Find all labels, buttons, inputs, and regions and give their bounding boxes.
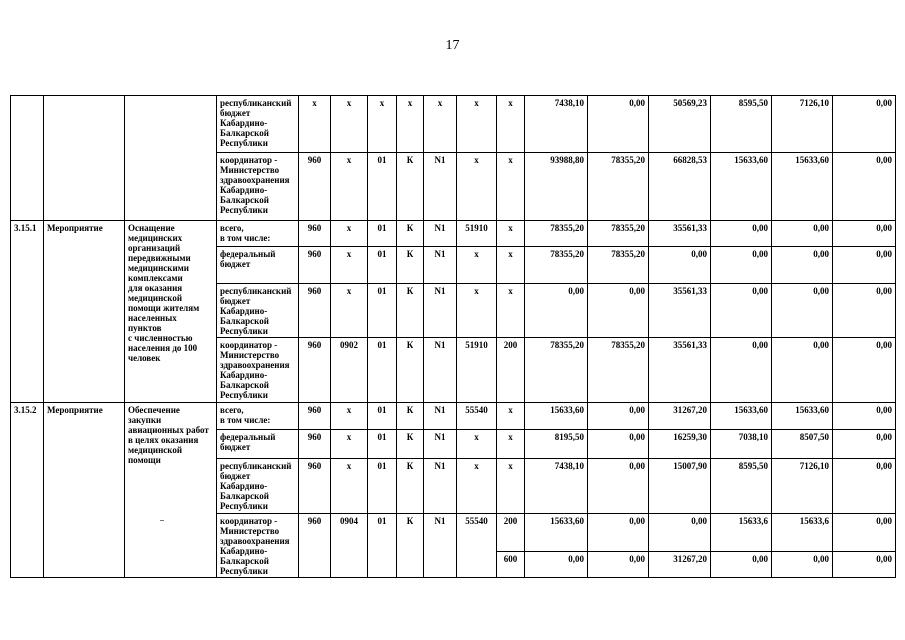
amount-cell: 7438,10 xyxy=(525,96,588,153)
pgp-cell: К xyxy=(397,284,424,338)
pgp-cell: К xyxy=(397,153,424,221)
amount-cell: 0,00 xyxy=(649,514,711,552)
amount-cell: 8595,50 xyxy=(711,459,772,514)
amount-cell: 50569,23 xyxy=(649,96,711,153)
rzpr-cell: x xyxy=(331,153,368,221)
amount-cell: 35561,33 xyxy=(649,221,711,247)
pgp-cell: К xyxy=(397,459,424,514)
budget-table xyxy=(10,95,896,578)
item-number-cell: 3.15.1 xyxy=(11,221,44,403)
table-row xyxy=(11,96,896,153)
gp-cell: 01 xyxy=(368,459,397,514)
amount-cell: 15633,60 xyxy=(711,153,772,221)
amount-cell: 7126,10 xyxy=(772,96,833,153)
amount-cell: 35561,33 xyxy=(649,338,711,403)
funding-source-cell: координатор - Министерство здравоохранения Кабардино- Балкарской Республики xyxy=(217,153,299,221)
item-type-cell: Мероприятие xyxy=(44,403,125,578)
gp-cell: 01 xyxy=(368,221,397,247)
vr-cell: x xyxy=(497,96,525,153)
cs-cell: x xyxy=(457,284,497,338)
cs-cell: 55540 xyxy=(457,403,497,430)
amount-cell: 0,00 xyxy=(833,514,896,552)
amount-cell: 0,00 xyxy=(711,552,772,578)
om-cell: N1 xyxy=(424,403,457,430)
amount-cell: 0,00 xyxy=(649,247,711,284)
amount-cell: 15633,60 xyxy=(772,403,833,430)
item-name-cell: Оснащение медицинских организаций передвижными медицинскими комплексами для оказания медицинской помощи жителям населенных пунктов с численностью населения до 100 человек xyxy=(125,221,217,403)
grbs-cell: 960 xyxy=(299,403,331,430)
grbs-cell: 960 xyxy=(299,430,331,459)
amount-cell: 0,00 xyxy=(833,459,896,514)
amount-cell: 0,00 xyxy=(833,430,896,459)
amount-cell: 7438,10 xyxy=(525,459,588,514)
pgp-cell: К xyxy=(397,403,424,430)
rzpr-cell: x xyxy=(331,403,368,430)
amount-cell: 0,00 xyxy=(711,284,772,338)
vr-cell: x xyxy=(497,459,525,514)
pgp-cell: К xyxy=(397,430,424,459)
gp-cell: x xyxy=(368,96,397,153)
amount-cell: 7126,10 xyxy=(772,459,833,514)
grbs-cell: 960 xyxy=(299,284,331,338)
amount-cell: 15633,6 xyxy=(772,514,833,552)
om-cell: N1 xyxy=(424,338,457,403)
item-name-cell: Обеспечение закупки авиационных работ в целях оказания медицинской помощи xyxy=(125,403,217,578)
gp-cell: 01 xyxy=(368,284,397,338)
amount-cell: 15633,60 xyxy=(711,403,772,430)
rzpr-cell: x xyxy=(331,247,368,284)
amount-cell: 0,00 xyxy=(588,514,649,552)
funding-source-cell: федеральный бюджет xyxy=(217,430,299,459)
cs-cell: x xyxy=(457,459,497,514)
amount-cell: 0,00 xyxy=(588,459,649,514)
pgp-cell: К xyxy=(397,221,424,247)
cs-cell: 55540 xyxy=(457,514,497,578)
amount-cell: 66828,53 xyxy=(649,153,711,221)
gp-cell: 01 xyxy=(368,514,397,578)
rzpr-cell: x xyxy=(331,430,368,459)
vr-cell: 200 xyxy=(497,514,525,552)
amount-cell: 0,00 xyxy=(833,552,896,578)
pgp-cell: x xyxy=(397,96,424,153)
vr-cell: x xyxy=(497,284,525,338)
vr-cell: x xyxy=(497,403,525,430)
amount-cell: 0,00 xyxy=(772,247,833,284)
pgp-cell: К xyxy=(397,338,424,403)
amount-cell: 0,00 xyxy=(711,338,772,403)
rzpr-cell: x xyxy=(331,284,368,338)
amount-cell: 0,00 xyxy=(833,338,896,403)
item-number-cell xyxy=(11,96,44,221)
om-cell: N1 xyxy=(424,247,457,284)
om-cell: N1 xyxy=(424,153,457,221)
amount-cell: 0,00 xyxy=(772,284,833,338)
gp-cell: 01 xyxy=(368,153,397,221)
amount-cell: 0,00 xyxy=(833,403,896,430)
grbs-cell: 960 xyxy=(299,247,331,284)
cs-cell: 51910 xyxy=(457,338,497,403)
amount-cell: 78355,20 xyxy=(588,153,649,221)
amount-cell: 7038,10 xyxy=(711,430,772,459)
gp-cell: 01 xyxy=(368,338,397,403)
amount-cell: 78355,20 xyxy=(588,338,649,403)
table-row xyxy=(11,403,896,430)
rzpr-cell: x xyxy=(331,459,368,514)
om-cell: N1 xyxy=(424,514,457,578)
amount-cell: 31267,20 xyxy=(649,552,711,578)
funding-source-cell: всего, в том числе: xyxy=(217,221,299,247)
amount-cell: 0,00 xyxy=(833,284,896,338)
vr-cell: 600 xyxy=(497,552,525,578)
cs-cell: x xyxy=(457,247,497,284)
amount-cell: 78355,20 xyxy=(525,247,588,284)
amount-cell: 31267,20 xyxy=(649,403,711,430)
item-name-cell xyxy=(125,96,217,221)
vr-cell: x xyxy=(497,247,525,284)
amount-cell: 8507,50 xyxy=(772,430,833,459)
vr-cell: x xyxy=(497,430,525,459)
amount-cell: 16259,30 xyxy=(649,430,711,459)
grbs-cell: 960 xyxy=(299,514,331,578)
cs-cell: x xyxy=(457,430,497,459)
gp-cell: 01 xyxy=(368,403,397,430)
rzpr-cell: 0902 xyxy=(331,338,368,403)
grbs-cell: 960 xyxy=(299,459,331,514)
amount-cell: 0,00 xyxy=(588,96,649,153)
amount-cell: 0,00 xyxy=(772,552,833,578)
amount-cell: 0,00 xyxy=(833,96,896,153)
scan-mark xyxy=(160,520,164,521)
funding-source-cell: всего, в том числе: xyxy=(217,403,299,430)
pgp-cell: К xyxy=(397,514,424,578)
funding-source-cell: республиканский бюджет Кабардино- Балкарской Республики xyxy=(217,284,299,338)
amount-cell: 0,00 xyxy=(772,338,833,403)
vr-cell: x xyxy=(497,221,525,247)
om-cell: x xyxy=(424,96,457,153)
cs-cell: x xyxy=(457,96,497,153)
amount-cell: 0,00 xyxy=(833,247,896,284)
amount-cell: 0,00 xyxy=(588,552,649,578)
grbs-cell: 960 xyxy=(299,338,331,403)
rzpr-cell: x xyxy=(331,221,368,247)
amount-cell: 0,00 xyxy=(772,221,833,247)
amount-cell: 35561,33 xyxy=(649,284,711,338)
amount-cell: 0,00 xyxy=(833,153,896,221)
amount-cell: 78355,20 xyxy=(588,247,649,284)
om-cell: N1 xyxy=(424,221,457,247)
cs-cell: 51910 xyxy=(457,221,497,247)
funding-source-cell: координатор - Министерство здравоохранения Кабардино- Балкарской Республики xyxy=(217,514,299,578)
grbs-cell: 960 xyxy=(299,153,331,221)
amount-cell: 93988,80 xyxy=(525,153,588,221)
amount-cell: 15007,90 xyxy=(649,459,711,514)
pgp-cell: К xyxy=(397,247,424,284)
om-cell: N1 xyxy=(424,284,457,338)
item-number-cell: 3.15.2 xyxy=(11,403,44,578)
amount-cell: 8195,50 xyxy=(525,430,588,459)
amount-cell: 0,00 xyxy=(525,284,588,338)
amount-cell: 15633,60 xyxy=(525,514,588,552)
amount-cell: 15633,6 xyxy=(711,514,772,552)
item-type-cell: Мероприятие xyxy=(44,221,125,403)
vr-cell: x xyxy=(497,153,525,221)
om-cell: N1 xyxy=(424,459,457,514)
om-cell: N1 xyxy=(424,430,457,459)
page-number: 17 xyxy=(445,38,460,53)
amount-cell: 8595,50 xyxy=(711,96,772,153)
amount-cell: 0,00 xyxy=(588,430,649,459)
amount-cell: 0,00 xyxy=(588,403,649,430)
amount-cell: 78355,20 xyxy=(588,221,649,247)
amount-cell: 15633,60 xyxy=(525,403,588,430)
rzpr-cell: 0904 xyxy=(331,514,368,578)
amount-cell: 0,00 xyxy=(525,552,588,578)
amount-cell: 15633,60 xyxy=(772,153,833,221)
funding-source-cell: республиканский бюджет Кабардино- Балкарской Республики xyxy=(217,96,299,153)
grbs-cell: x xyxy=(299,96,331,153)
amount-cell: 0,00 xyxy=(711,221,772,247)
gp-cell: 01 xyxy=(368,430,397,459)
amount-cell: 0,00 xyxy=(711,247,772,284)
rzpr-cell: x xyxy=(331,96,368,153)
funding-source-cell: координатор - Министерство здравоохранения Кабардино- Балкарской Республики xyxy=(217,338,299,403)
table-row xyxy=(11,221,896,247)
amount-cell: 0,00 xyxy=(588,284,649,338)
amount-cell: 0,00 xyxy=(833,221,896,247)
gp-cell: 01 xyxy=(368,247,397,284)
funding-source-cell: федеральный бюджет xyxy=(217,247,299,284)
funding-source-cell: республиканский бюджет Кабардино- Балкарской Республики xyxy=(217,459,299,514)
cs-cell: x xyxy=(457,153,497,221)
item-type-cell xyxy=(44,96,125,221)
grbs-cell: 960 xyxy=(299,221,331,247)
amount-cell: 78355,20 xyxy=(525,338,588,403)
amount-cell: 78355,20 xyxy=(525,221,588,247)
vr-cell: 200 xyxy=(497,338,525,403)
